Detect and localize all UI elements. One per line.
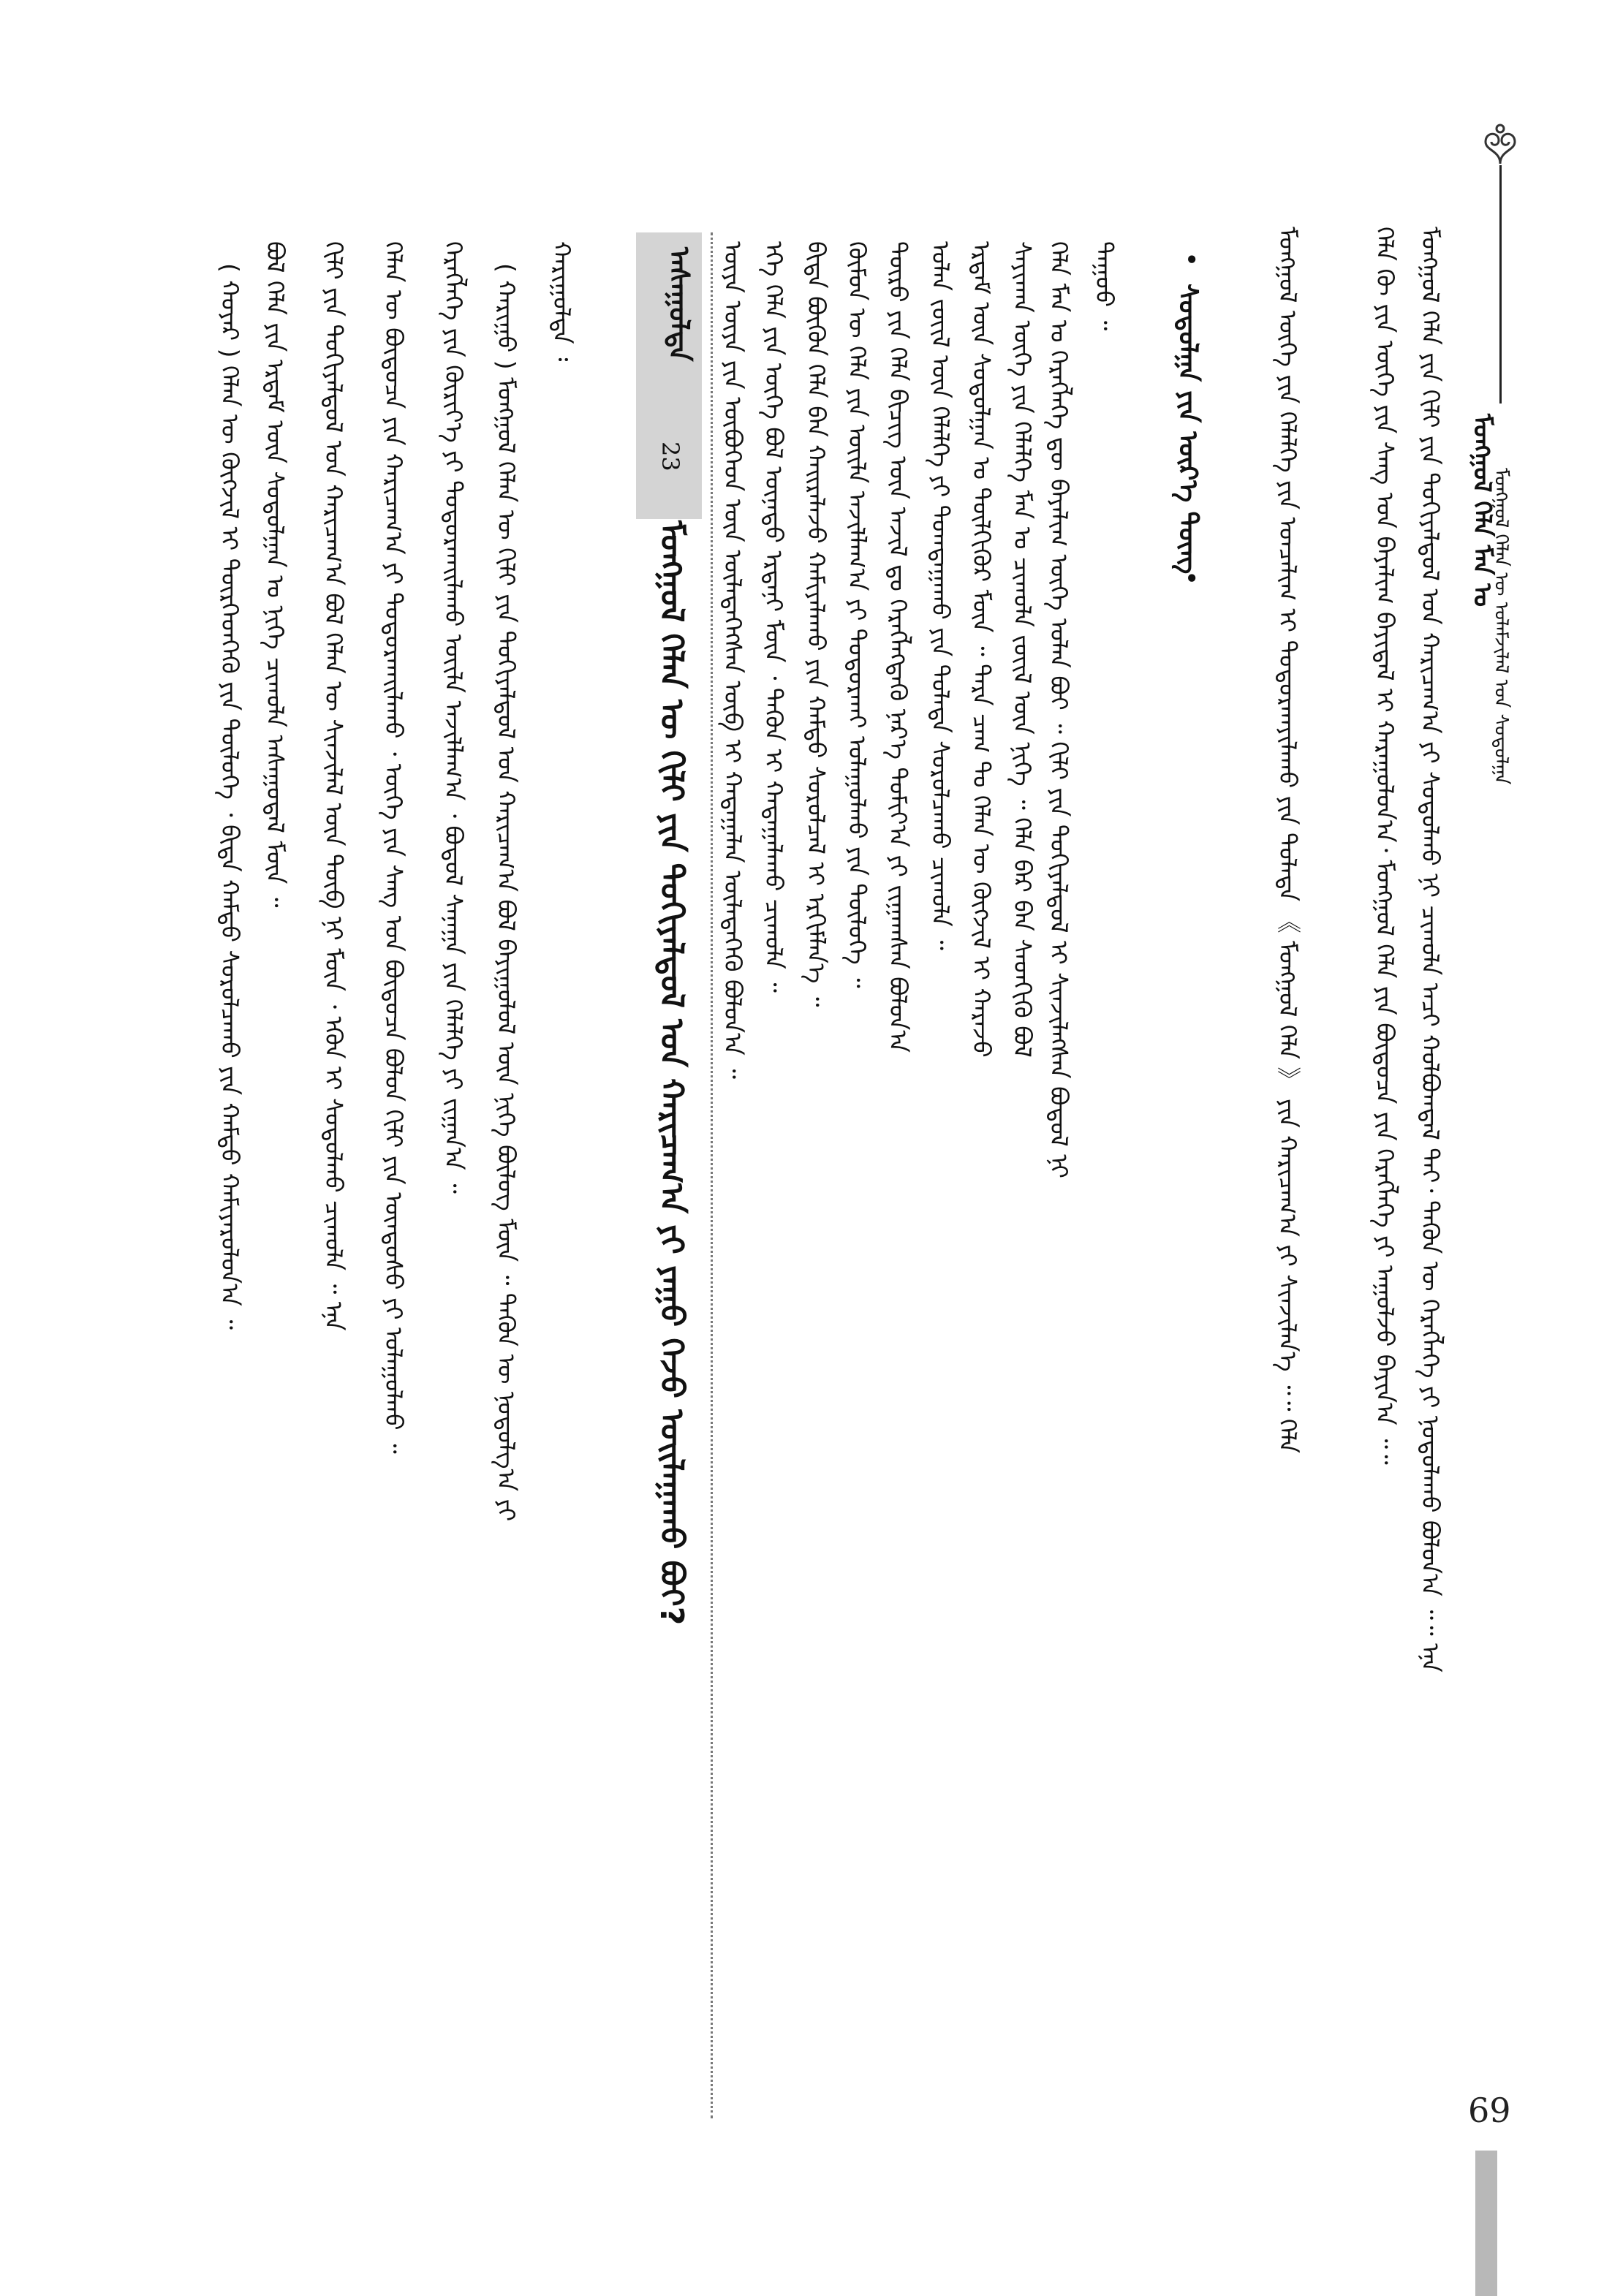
verse-line: ᠦᠶᠡ ᠦᠶᠡ ᠶᠢᠨ ᠥᠪᠦᠭᠡᠳ ᠦᠨ ᠦᠯᠡᠳᠡᠭᠡᠭᠰᠡᠨ ᠥᠪ ᠢ ᠬᠠᠳᠠᠭᠠᠯᠠᠨ ᠦᠯᠡᠳᠡᠭᠡᠬᠦ ᠪᠣᠯᠤᠨ᠎ᠠ ᠃ — [719, 241, 747, 1080]
verse-intro: ᠳᠠᠭᠤᠤ ᠃ — [1090, 241, 1119, 331]
verse-line: ᠬᠦᠮᠦᠨ ᠦ ᠬᠡᠯᠡ ᠶᠢᠨ ᠦᠢᠯᠡ ᠠᠵᠢᠯᠯᠠᠭ᠎ᠠ ᠶᠢ ᠲᠣᠳᠣᠷᠬᠠᠢ ᠣᠯᠠᠭᠤᠯᠬᠤ ᠶᠢᠨ ᠲᠥᠯᠦᠭᠡ ᠃ — [843, 241, 871, 988]
ornament-icon — [1471, 121, 1529, 168]
page-number: 69 — [1468, 2091, 1511, 2130]
section-title: ᠮᠣᠩᠭᠣᠯ ᠬᠡᠯᠡᠨ ᠦ ᠬᠢᠯᠢ ᠶᠢᠨ ᠲᠣᠬᠢᠶᠠᠯᠳᠤᠯ ᠤᠨ ᠬᠠᠷᠢᠴᠠᠭ᠎ᠠ ᠶᠢ ᠶᠠᠭᠤ ᠭᠡᠵᠦ ᠣᠢᠯᠠᠭᠠᠬᠤ ᠪᠤᠢ? — [653, 520, 690, 1626]
header-rule — [1499, 165, 1502, 403]
verse-line: ᠰᠠᠶᠢᠬᠠᠨ ᠦᠭᠡ ᠶᠢᠨ ᠬᠡᠯᠡᠯᠭᠡ ᠮᠠᠨ ᠤ ᠴᠢᠬᠤᠯᠠ ᠵᠦᠢᠯ ᠦᠨ ᠨᠢᠭᠡ ᠃ ᠬᠡᠯᠡ ᠪᠡᠷ ᠪᠠᠨ ᠰᠡᠳᠬᠢᠬᠦ ᠪᠣᠯ — [1008, 241, 1037, 1058]
answer-line: ᠪᠣᠯ ᠬᠡᠯᠡ ᠶᠢᠨ ᠡᠷᠳᠡᠮ ᠦᠨ ᠰᠤᠳᠤᠯᠭᠠᠨ ᠤ ᠨᠢᠭᠡ ᠴᠢᠬᠤᠯᠠ ᠠᠰᠠᠭᠤᠳᠠᠯ ᠮᠥᠨ ᠃ — [261, 241, 290, 908]
subheading-bullet: • — [1176, 570, 1206, 586]
top-paragraph-line: ᠮᠣᠩᠭᠣᠯ ᠬᠡᠯᠡ ᠶᠢᠨ ᠬᠢᠯᠢ ᠶᠢᠨ ᠲᠣᠬᠢᠶᠠᠯᠳᠤᠯ ᠤᠨ ᠬᠠᠷᠢᠴᠠᠭ᠎ᠠ ᠶᠢ ᠰᠤᠳᠤᠯᠬᠤ ᠨᠢ ᠴᠢᠬᠤᠯᠠ ᠠᠴᠢ ᠬᠣᠯᠪᠣᠭᠳᠠᠯ ᠲᠠᠢ᠂ ᠲᠡᠭᠦᠨ ᠦ ᠬᠡᠷᠡᠭᠯᠡᠭᠡ ᠶᠢ ᠨᠣᠳᠤᠯᠠᠬᠤ ᠪᠣᠯᠤᠨ᠎ᠠ ᠃᠃ ᠡᠨᠡ — [1416, 227, 1445, 1672]
verse-line: ᠬᠡᠯᠡ ᠮᠠᠨ ᠤ ᠬᠡᠷᠡᠭᠯᠡᠭᠡ ᠳᠦ ᠪᠠᠶᠠᠯᠢᠭ ᠦᠭᠡ ᠣᠯᠠᠨ ᠪᠣᠢ ᠃ ᠬᠢᠯᠢ ᠶᠢᠨ ᠲᠣᠬᠢᠶᠠᠯᠳᠤᠯ ᠢ ᠰᠢᠨᠵᠢᠯᠡᠭᠰᠡᠨ ᠪᠣᠳᠤᠯ ᠨᠢ — [1045, 241, 1073, 1178]
answer-line: ( ᠬᠣᠶᠠᠷ ) ᠬᠡᠯᠡᠨ ᠦ ᠬᠥᠭᠵᠢᠯ ᠢ ᠲᠦᠷᠭᠡᠳᠬᠡᠬᠦ ᠶᠢᠨ ᠲᠥᠯᠦᠭᠡ ᠂ ᠪᠢᠳᠡ ᠬᠠᠮᠲᠤ ᠰᠤᠷᠤᠯᠴᠠᠬᠤ ᠶᠢᠨ ᠬᠠᠮᠲᠤ ᠬᠠᠮᠢᠶᠠᠷᠤᠯᠤᠨ᠎ᠠ ᠃ — [216, 263, 244, 1330]
answer-line: ᠬᠢᠯᠢ ᠶᠢᠨ ᠲᠣᠬᠢᠶᠠᠯᠳᠤᠯ ᠤᠨ ᠬᠠᠷᠢᠴᠠᠭ᠎ᠠ ᠪᠣᠯ ᠬᠡᠯᠡᠨ ᠦ ᠰᠢᠨᠵᠢᠯᠡᠯ ᠦᠨ ᠲᠥᠪ ᠨᠢ ᠮᠥᠨ ᠂ ᠡᠭᠦᠨ ᠢ ᠰᠤᠳᠤᠯᠬᠤ ᠴᠢᠬᠤᠯᠠ ᠃ ᠡᠨᠡ — [319, 241, 348, 1331]
section-number: 23 — [657, 442, 684, 471]
answer-line: ᠬᠡᠯᠡᠨ ᠦ ᠪᠦᠲᠦᠴᠡ ᠶᠢᠨ ᠬᠠᠷᠢᠴᠠᠭ᠎ᠠ ᠶᠢ ᠲᠣᠳᠣᠷᠬᠠᠢᠯᠠᠬᠤ ᠂ ᠦᠭᠡ ᠶᠢᠨ ᠰᠠᠩ ᠤᠨ ᠪᠦᠲᠦᠴᠡ ᠪᠣᠯᠤᠨ ᠬᠢᠯᠢ ᠶᠢᠨ ᠦᠨᠳᠦᠰᠦ ᠶᠢ ᠣᠯᠠᠭᠤᠯᠬᠤ ᠃ — [379, 241, 408, 1454]
verse-line: ᠡᠬᠡ ᠬᠡᠯᠡ ᠶᠢᠨ ᠦᠭᠡ ᠪᠣᠯ ᠦᠨᠡᠲᠦ ᠡᠷᠳᠡᠨᠢ ᠮᠥᠨ ᠂ ᠲᠡᠭᠦᠨ ᠢ ᠬᠠᠳᠠᠭᠠᠯᠠᠬᠤ ᠴᠢᠬᠤᠯᠠ ᠃ — [760, 241, 788, 993]
verse-line: ᠣᠯᠠᠨ ᠵᠦᠢᠯ ᠦᠨ ᠬᠡᠯᠡᠯᠭᠡ ᠶᠢ ᠲᠣᠭᠲᠠᠭᠠᠬᠤ ᠶᠢᠨ ᠲᠤᠯᠠᠳᠠ ᠰᠤᠷᠤᠯᠴᠠᠬᠤ ᠴᠢᠬᠤᠯᠠ ᠃ — [926, 241, 955, 950]
page-edge-tab — [1475, 2151, 1497, 2296]
verse-line: ᠡᠷᠳᠡᠮ ᠦᠨ ᠰᠤᠳᠤᠯᠭᠠᠨ ᠤ ᠲᠦᠯᠬᠢᠭᠦᠷ ᠮᠥᠨ ᠃ ᠲᠡᠷᠡ ᠴᠠᠭ ᠲᠤ ᠬᠡᠯᠡᠨ ᠦ ᠬᠥᠭᠵᠢᠯ ᠢ ᠬᠠᠷᠠᠵᠤ — [967, 241, 996, 1058]
answer-line: ( ᠬᠠᠷᠢᠭᠤ ) ᠮᠣᠩᠭᠣᠯ ᠬᠡᠯᠡᠨ ᠦ ᠬᠢᠯᠢ ᠶᠢᠨ ᠲᠣᠬᠢᠶᠠᠯᠳᠤᠯ ᠤᠨ ᠬᠠᠷᠢᠴᠠᠭ᠎ᠠ ᠪᠣᠯ ᠪᠠᠶᠢᠭᠤᠯᠤᠯ ᠦᠨ ᠨᠢᠭᠡ ᠪᠦᠯᠦᠭ ᠮᠥᠨ ᠃ ᠲᠡᠭᠦᠨ ᠦ ᠨᠣᠳᠤᠯᠭ᠎ᠠ ᠶᠢ — [492, 263, 521, 1522]
subheading: ᠰᠤᠳᠤᠯᠭᠠ ᠶᠢᠨ ᠦᠷ᠎ᠡ ᠳᠦᠩ — [1173, 284, 1203, 575]
answer-line: ᠬᠡᠷᠡᠭᠯᠡᠭᠡ ᠶᠢᠨ ᠬᠦᠷᠢᠶ᠎ᠡ ᠶᠢ ᠲᠣᠳᠣᠷᠬᠠᠢᠯᠠᠬᠤ ᠦᠢᠯᠡ ᠠᠵᠢᠯᠯᠠᠭ᠎ᠠ ᠂ ᠪᠣᠳᠤᠯ ᠰᠠᠨᠠᠭᠠ ᠶᠢᠨ ᠬᠡᠯᠡᠯᠭᠡ ᠶᠢ ᠵᠢᠭᠠᠨ᠎ᠠ ᠃ — [439, 241, 468, 1194]
subheading-bullet: • — [1176, 251, 1206, 268]
section-number-box — [636, 232, 702, 519]
verse-line: ᠪᠢᠳᠡ ᠪᠦᠬᠦᠨ ᠬᠡᠯᠡ ᠪᠡᠨ ᠬᠠᠢᠷᠠᠯᠠᠵᠤ ᠬᠠᠮᠢᠶᠠᠯᠠᠬᠤ ᠶᠢᠨ ᠬᠠᠮᠲᠤ ᠰᠤᠷᠤᠯᠴᠠᠯ ᠢ ᠡᠷᠬᠢᠮᠯᠡᠨ᠎ᠡ ᠃ — [802, 241, 831, 1007]
top-paragraph-line: ᠬᠡᠯᠡ ᠬᠦ ᠶᠢᠨ ᠦᠭᠡ ᠶᠢᠨ ᠰᠠᠩ ᠤᠨ ᠪᠠᠶᠠᠯᠢᠭ ᠪᠠᠶᠢᠳᠠᠯ ᠢ ᠬᠠᠷᠠᠭᠤᠯᠤᠨ᠎ᠠ᠂ ᠮᠣᠩᠭᠣᠯ ᠬᠡᠯᠡ ᠶᠢᠨ ᠪᠦᠲᠦᠴᠡ ᠶᠢᠨ ᠬᠡᠷᠡᠭᠯᠡᠭᠡ ᠶᠢ ᠠᠭᠤᠯᠵᠤ ᠪᠠᠶᠢᠨ᠎ᠠ ᠃᠃ — [1371, 227, 1399, 1465]
section-label: ᠠᠰᠠᠭᠤᠯᠲᠠ — [663, 247, 695, 362]
header-title: ᠮᠣᠩᠭᠣᠯ ᠬᠡᠯᠡ ᠮᠠᠨ ᠤ — [1467, 414, 1497, 607]
answer-label: ᠬᠠᠷᠢᠭᠤᠯᠲᠠ ᠄ — [548, 241, 576, 362]
verse-line: ᠲᠥᠷᠥ ᠶᠢᠨ ᠬᠡᠯᠡ ᠪᠢᠴᠢᠭ ᠦᠨ ᠠᠵᠢᠯ ᠳᠤ ᠬᠡᠷᠡᠭᠯᠡᠭᠳᠡᠬᠦ ᠨᠡᠷ᠎ᠡ ᠲᠣᠮᠢᠶ᠎ᠠ ᠶᠢ ᠵᠢᠭᠠᠭᠰᠠᠨ ᠪᠣᠯᠤᠨ᠎ᠠ — [884, 241, 912, 1053]
top-paragraph-line: ᠮᠣᠩᠭᠣᠯ ᠦᠭᠡ ᠶᠢᠨ ᠬᠡᠯᠡᠯᠭᠡ ᠶᠢᠨ ᠣᠨᠴᠠᠯᠢᠭ ᠢ ᠲᠣᠳᠣᠷᠬᠠᠶᠢᠯᠠᠬᠤ ᠶᠢᠨ ᠲᠤᠯᠠᠳᠠ 《 ᠮᠣᠩᠭᠣᠯ ᠬᠡᠯᠡ 》 ᠶᠢᠨ ᠬᠠᠷᠢᠴᠠᠭ᠎ᠠ ᠶᠢ ᠰᠢᠨᠵᠢᠯᠡᠨ᠎ᠡ ᠃᠃ ᠬᠡᠯᠡ — [1274, 227, 1302, 1453]
dotted-divider — [711, 232, 713, 2118]
running-header: ᠮᠣᠩᠭᠣᠯ ᠬᠡᠯᠡᠨ ᠦ ᠤᠯᠠᠮᠵᠢᠯᠠᠯ ᠤᠨ ᠰᠤᠳᠤᠯᠭᠠ — [1490, 468, 1512, 785]
